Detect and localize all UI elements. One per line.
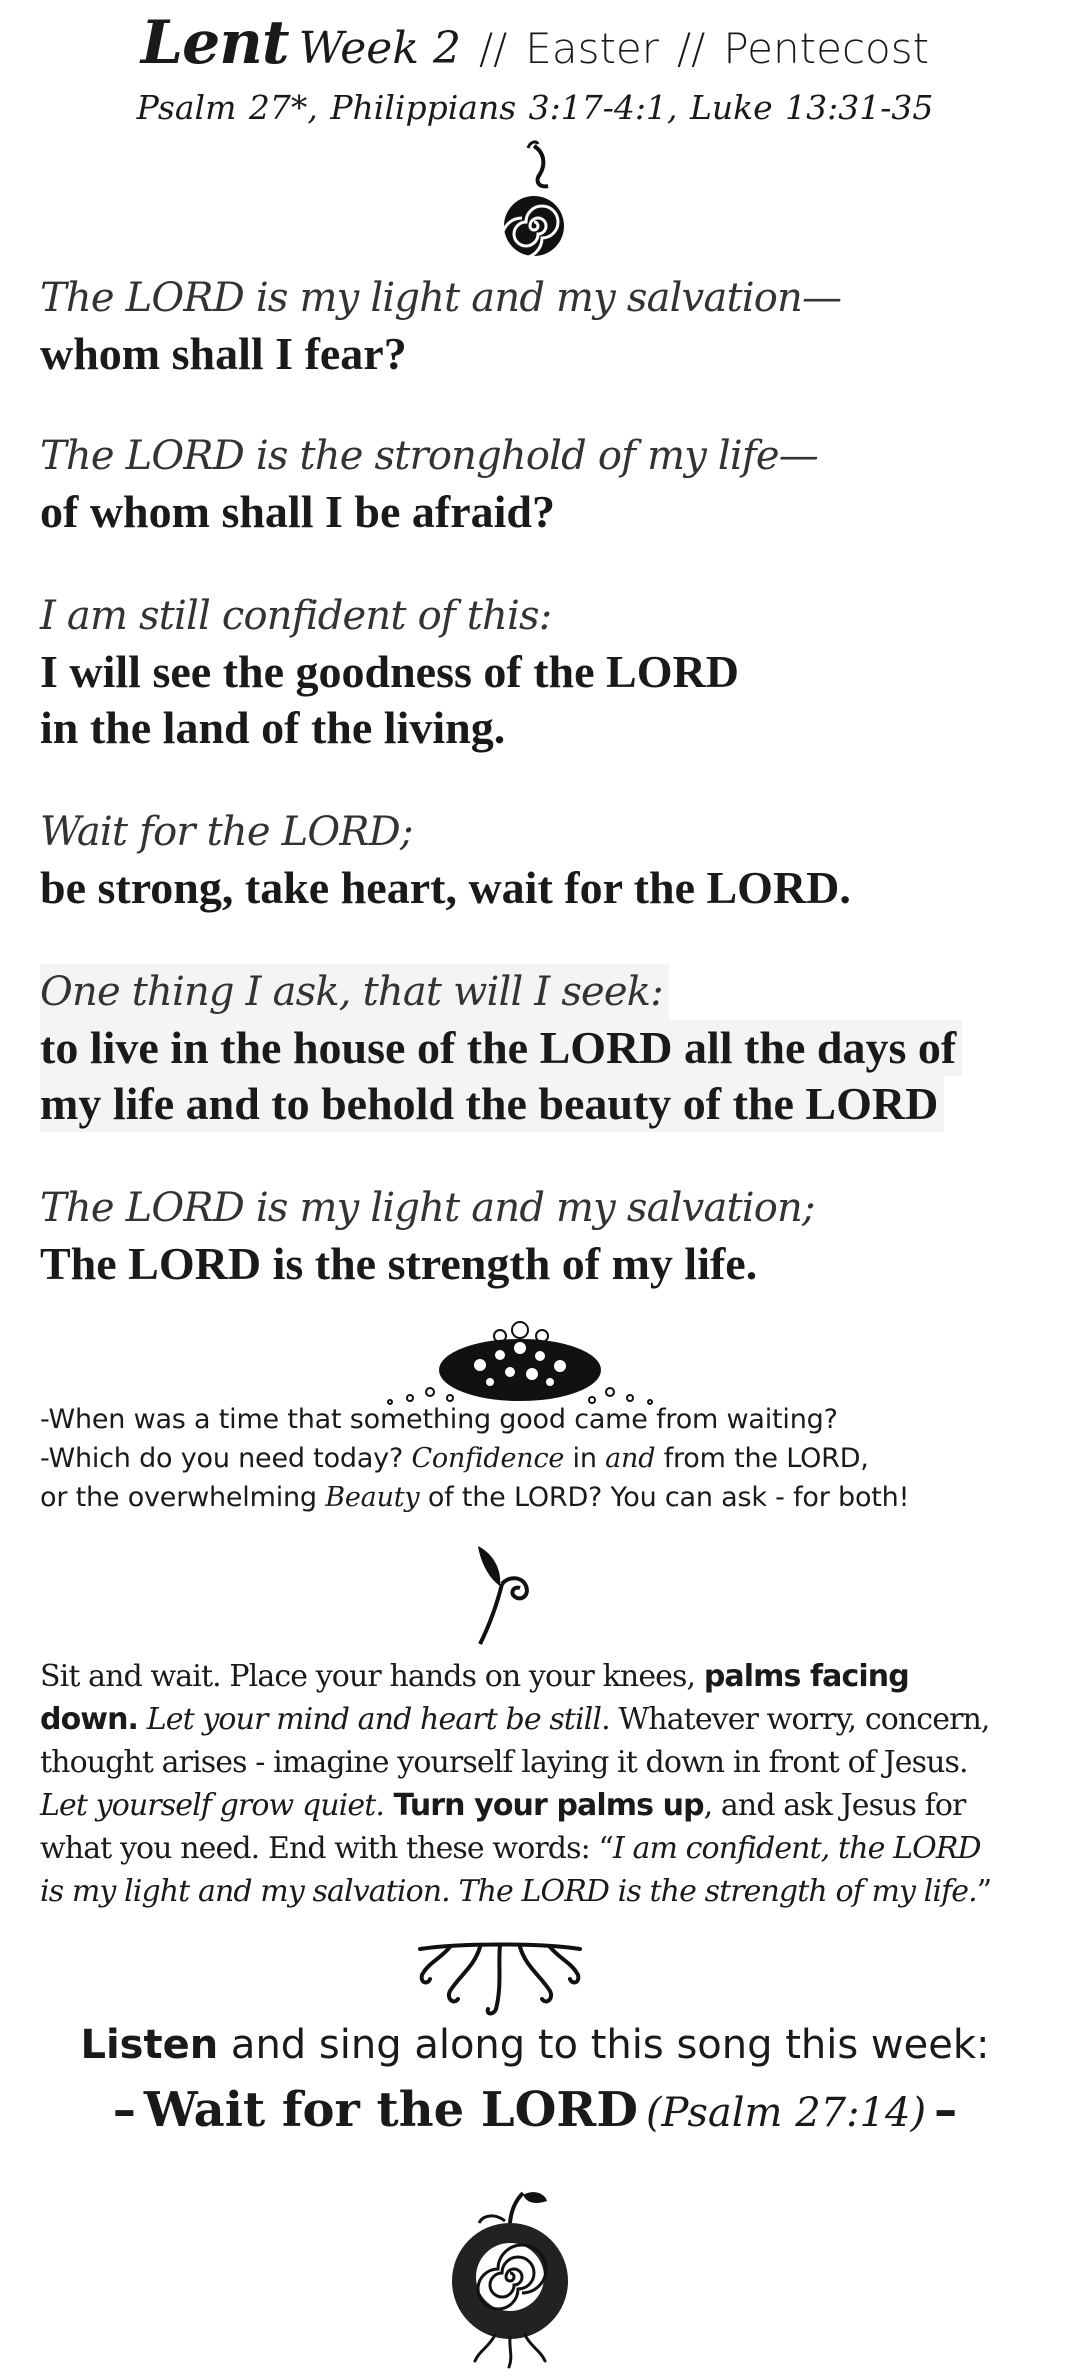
verse-call: Wait for the LORD; xyxy=(40,809,413,855)
prayer-line: down. Let your mind and heart be still. Whatever worry, concern, xyxy=(40,1702,990,1737)
title-pentecost: Pentecost xyxy=(723,24,930,73)
verse-response: whom shall I fear? xyxy=(40,328,407,379)
verse-block xyxy=(40,804,1040,916)
verse-response: to live in the house of the LORD all the days of xyxy=(40,1020,962,1076)
question-1: -When was a time that something good came from waiting? xyxy=(40,1404,838,1435)
verse-call: The LORD is my light and my salvation— xyxy=(40,275,842,321)
listen-prompt: Listen and sing along to this song this week: xyxy=(80,2022,990,2068)
prayer-instructions xyxy=(40,1655,1040,1913)
prayer-line: Let yourself grow quiet. Turn your palms up, and ask Jesus for xyxy=(40,1788,966,1823)
title-separator: // xyxy=(677,24,706,73)
verse-response: of whom shall I be afraid? xyxy=(40,486,555,537)
verse-block xyxy=(40,270,1040,382)
verse-block xyxy=(40,964,1040,1132)
reflection-questions xyxy=(40,1400,1040,1517)
sprout-icon xyxy=(462,1540,552,1650)
verse-response: be strong, take heart, wait for the LORD. xyxy=(40,862,851,913)
title-separator: // xyxy=(478,24,508,73)
verse-call: I am still confident of this: xyxy=(40,593,552,639)
title-week: Week 2 xyxy=(298,23,461,74)
spiral-seed-icon xyxy=(500,138,570,268)
verse-call: The LORD is the stronghold of my life— xyxy=(40,433,818,479)
scripture-readings: Psalm 27*, Philippians 3:17-4:1, Luke 13:31-35 xyxy=(136,88,934,127)
verse-response: I will see the goodness of the LORD xyxy=(40,646,739,697)
verse-response: The LORD is the strength of my life. xyxy=(40,1238,758,1289)
roots-icon xyxy=(410,1935,590,2020)
song-title: – Wait for the LORD (Psalm 27:14) – xyxy=(112,2082,958,2138)
spiral-apple-icon xyxy=(435,2185,585,2370)
prayer-line: what you need. End with these words: “I am confident, the LORD xyxy=(40,1831,981,1866)
prayer-line: is my light and my salvation. The LORD is the strength of my life.” xyxy=(40,1874,992,1909)
verse-call: One thing I ask, that will I seek: xyxy=(40,964,669,1020)
question-3: or the overwhelming Beauty of the LORD? You can ask - for both! xyxy=(40,1482,910,1513)
title-lent: Lent xyxy=(140,8,289,78)
prayer-line: Sit and wait. Place your hands on your knees, palms facing xyxy=(40,1659,909,1694)
verse-call: The LORD is my light and my salvation; xyxy=(40,1185,815,1231)
verse-block xyxy=(40,1180,1040,1292)
prayer-line: thought arises - imagine yourself laying it down in front of Jesus. xyxy=(40,1745,968,1780)
question-2: -Which do you need today? Confidence in and from the LORD, xyxy=(40,1443,869,1474)
verse-response: my life and to behold the beauty of the LORD xyxy=(40,1076,944,1132)
verse-block xyxy=(40,588,1040,756)
verse-response: in the land of the living. xyxy=(40,702,506,753)
title-easter: Easter xyxy=(525,24,660,73)
pebble-mound-icon xyxy=(370,1310,670,1410)
verse-block xyxy=(40,428,1040,540)
page-title xyxy=(0,8,1070,78)
